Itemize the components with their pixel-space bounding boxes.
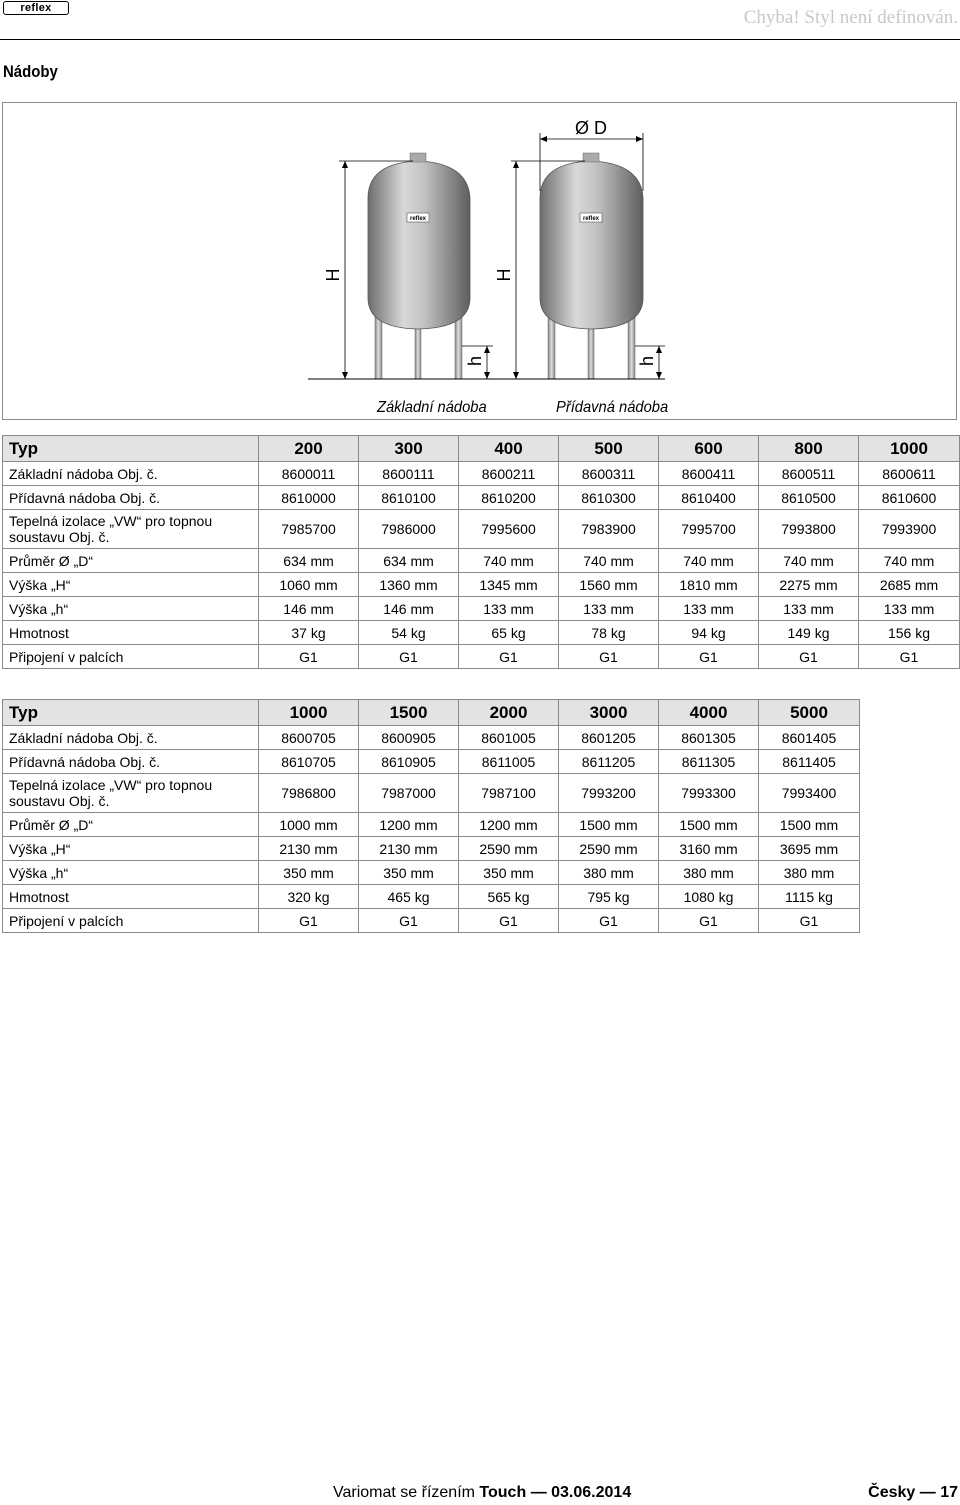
header-cell-size: 3000	[559, 700, 659, 726]
header-cell-size: 1500	[359, 700, 459, 726]
table-cell: 740 mm	[459, 549, 559, 573]
table-row	[3, 726, 860, 750]
table-cell: G1	[559, 909, 659, 933]
row-label: Průměr Ø „D“	[3, 549, 259, 573]
caption-base-vessel: Základní nádoba	[377, 399, 487, 416]
table-cell: 8600905	[359, 726, 459, 750]
table-cell: 1360 mm	[359, 573, 459, 597]
table-cell: 146 mm	[359, 597, 459, 621]
table-cell: 146 mm	[259, 597, 359, 621]
header-cell-size: 600	[659, 436, 759, 462]
header-error-text: Chyba! Styl není definován.	[743, 7, 958, 28]
table-cell: 8600411	[659, 462, 759, 486]
table-cell: 634 mm	[259, 549, 359, 573]
tank2-badge: reflex	[582, 216, 600, 222]
header-cell-size: 4000	[659, 700, 759, 726]
row-label: Hmotnost	[3, 621, 259, 645]
table-cell: G1	[559, 645, 659, 669]
table-cell: 1080 kg	[659, 885, 759, 909]
table-cell: 8601005	[459, 726, 559, 750]
header-cell-size: 500	[559, 436, 659, 462]
table-cell: 380 mm	[759, 861, 860, 885]
table-cell: 8610200	[459, 486, 559, 510]
header-cell-size: 400	[459, 436, 559, 462]
table-cell: G1	[259, 645, 359, 669]
table-cell: 8610705	[259, 750, 359, 774]
dim-h-label-2: h	[637, 355, 657, 367]
caption-additional-vessel: Přídavná nádoba	[556, 399, 669, 416]
row-label: Výška „H“	[3, 573, 259, 597]
table-cell: 565 kg	[459, 885, 559, 909]
table-cell: 1500 mm	[559, 813, 659, 837]
table-cell: 37 kg	[259, 621, 359, 645]
table-cell: G1	[259, 909, 359, 933]
table-cell: 8611005	[459, 750, 559, 774]
vessel-figure	[2, 102, 957, 420]
vessel-illustration	[3, 103, 958, 421]
row-label: Výška „H“	[3, 837, 259, 861]
table-cell: 1500 mm	[759, 813, 860, 837]
table-cell: 8600611	[859, 462, 960, 486]
table-cell: 149 kg	[759, 621, 859, 645]
table-row	[3, 549, 960, 573]
table-cell: G1	[859, 645, 960, 669]
table-cell: 8610100	[359, 486, 459, 510]
table-cell: 8600111	[359, 462, 459, 486]
table-cell: G1	[359, 909, 459, 933]
footer-product: Touch	[479, 1484, 527, 1501]
row-label: Tepelná izolace „VW“ pro topnou soustavu Obj. č.	[3, 774, 259, 813]
row-label: Průměr Ø „D“	[3, 813, 259, 837]
table-cell: 350 mm	[259, 861, 359, 885]
table-cell: 7993200	[559, 774, 659, 813]
row-label: Hmotnost	[3, 885, 259, 909]
table-cell: 380 mm	[659, 861, 759, 885]
additional-vessel-drawing	[540, 153, 643, 379]
table-row	[3, 645, 960, 669]
table-cell: 465 kg	[359, 885, 459, 909]
table-row	[3, 510, 960, 549]
page-footer	[0, 1484, 960, 1504]
table-cell: 2130 mm	[259, 837, 359, 861]
table-cell: 78 kg	[559, 621, 659, 645]
table-cell: 2590 mm	[459, 837, 559, 861]
vessel-table-2	[2, 699, 860, 933]
table-row	[3, 750, 860, 774]
table-row	[3, 486, 960, 510]
table-cell: G1	[359, 645, 459, 669]
row-label: Přídavná nádoba Obj. č.	[3, 486, 259, 510]
header-cell-size: 5000	[759, 700, 860, 726]
table-row	[3, 861, 860, 885]
table-cell: 8610905	[359, 750, 459, 774]
vessel-table-1	[2, 435, 960, 669]
table-cell: G1	[459, 645, 559, 669]
table-cell: 740 mm	[859, 549, 960, 573]
table-cell: 634 mm	[359, 549, 459, 573]
table-cell: 8611405	[759, 750, 860, 774]
table-cell: 740 mm	[659, 549, 759, 573]
table-row	[3, 462, 960, 486]
dim-h-label-1: h	[465, 355, 485, 367]
table-cell: 7993900	[859, 510, 960, 549]
table-cell: 740 mm	[759, 549, 859, 573]
table-cell: 2275 mm	[759, 573, 859, 597]
table-cell: 8610400	[659, 486, 759, 510]
header-cell-type: Typ	[3, 436, 259, 462]
table-cell: 1560 mm	[559, 573, 659, 597]
table-cell: 740 mm	[559, 549, 659, 573]
table-cell: 7993400	[759, 774, 860, 813]
table-cell: 7987100	[459, 774, 559, 813]
footer-language: Česky	[868, 1484, 916, 1501]
row-label: Připojení v palcích	[3, 645, 259, 669]
table-cell: 3695 mm	[759, 837, 860, 861]
dim-H-label-2: H	[494, 268, 514, 282]
table-cell: 8600705	[259, 726, 359, 750]
table-cell: 1060 mm	[259, 573, 359, 597]
header-cell-size: 1000	[259, 700, 359, 726]
table-cell: 1500 mm	[659, 813, 759, 837]
table-header-row	[3, 700, 860, 726]
table-cell: 8610500	[759, 486, 859, 510]
table-cell: 7995700	[659, 510, 759, 549]
header-cell-size: 800	[759, 436, 859, 462]
table-cell: 8601205	[559, 726, 659, 750]
table-cell: 7986800	[259, 774, 359, 813]
table-cell: 8610600	[859, 486, 960, 510]
table-row	[3, 573, 960, 597]
row-label: Připojení v palcích	[3, 909, 259, 933]
table-cell: 1345 mm	[459, 573, 559, 597]
table-cell: 7993800	[759, 510, 859, 549]
table-cell: 795 kg	[559, 885, 659, 909]
table-cell: 7993300	[659, 774, 759, 813]
dim-H-label-1: H	[323, 268, 343, 282]
table-cell: 7995600	[459, 510, 559, 549]
header-cell-type: Typ	[3, 700, 259, 726]
table-cell: 8600511	[759, 462, 859, 486]
table-cell: 8611205	[559, 750, 659, 774]
table-header-row	[3, 436, 960, 462]
table-row	[3, 813, 860, 837]
table-cell: G1	[659, 645, 759, 669]
reflex-logo: reflex	[3, 1, 69, 15]
table-cell: G1	[459, 909, 559, 933]
table-cell: 156 kg	[859, 621, 960, 645]
table-cell: 1115 kg	[759, 885, 860, 909]
table-cell: 7985700	[259, 510, 359, 549]
tank1-badge: reflex	[409, 216, 427, 222]
table-cell: 7986000	[359, 510, 459, 549]
table-cell: 1200 mm	[459, 813, 559, 837]
table-row	[3, 621, 960, 645]
table-cell: 2590 mm	[559, 837, 659, 861]
table-row	[3, 909, 860, 933]
footer-left	[333, 1484, 631, 1502]
row-label: Výška „h“	[3, 597, 259, 621]
table-cell: 350 mm	[359, 861, 459, 885]
table-cell: 8610000	[259, 486, 359, 510]
row-label: Tepelná izolace „VW“ pro topnou soustavu Obj. č.	[3, 510, 259, 549]
table-cell: 133 mm	[559, 597, 659, 621]
table-cell: G1	[659, 909, 759, 933]
footer-right	[868, 1484, 958, 1502]
row-label: Základní nádoba Obj. č.	[3, 726, 259, 750]
table-cell: 2685 mm	[859, 573, 960, 597]
table-row	[3, 597, 960, 621]
table-row	[3, 837, 860, 861]
table-cell: 133 mm	[759, 597, 859, 621]
footer-page-number: — 17	[919, 1484, 958, 1501]
table-cell: 133 mm	[659, 597, 759, 621]
table-cell: 1200 mm	[359, 813, 459, 837]
table-cell: G1	[759, 909, 860, 933]
header-cell-size: 1000	[859, 436, 960, 462]
table-cell: 8600311	[559, 462, 659, 486]
section-title: Nádoby	[3, 62, 58, 81]
table-cell: 7987000	[359, 774, 459, 813]
footer-date: — 03.06.2014	[530, 1484, 632, 1501]
header-cell-size: 300	[359, 436, 459, 462]
table-cell: 1000 mm	[259, 813, 359, 837]
table-cell: 8600011	[259, 462, 359, 486]
table-cell: 2130 mm	[359, 837, 459, 861]
footer-prefix: Variomat se řízením	[333, 1484, 475, 1501]
table-cell: 54 kg	[359, 621, 459, 645]
table-cell: 8601305	[659, 726, 759, 750]
table-row	[3, 774, 860, 813]
table-cell: 8600211	[459, 462, 559, 486]
row-label: Výška „h“	[3, 861, 259, 885]
table-cell: 320 kg	[259, 885, 359, 909]
table-cell: 133 mm	[859, 597, 960, 621]
table-cell: G1	[759, 645, 859, 669]
table-cell: 8610300	[559, 486, 659, 510]
table-cell: 350 mm	[459, 861, 559, 885]
table-cell: 133 mm	[459, 597, 559, 621]
header-cell-size: 200	[259, 436, 359, 462]
table-row	[3, 885, 860, 909]
table-cell: 8611305	[659, 750, 759, 774]
table-cell: 380 mm	[559, 861, 659, 885]
table-cell: 8601405	[759, 726, 860, 750]
row-label: Základní nádoba Obj. č.	[3, 462, 259, 486]
table-cell: 3160 mm	[659, 837, 759, 861]
row-label: Přídavná nádoba Obj. č.	[3, 750, 259, 774]
table-cell: 65 kg	[459, 621, 559, 645]
table-cell: 7983900	[559, 510, 659, 549]
header-cell-size: 2000	[459, 700, 559, 726]
table-cell: 1810 mm	[659, 573, 759, 597]
table-cell: 94 kg	[659, 621, 759, 645]
dim-D-label: Ø D	[574, 118, 608, 138]
base-vessel-drawing	[368, 153, 470, 379]
header-divider	[0, 39, 960, 40]
